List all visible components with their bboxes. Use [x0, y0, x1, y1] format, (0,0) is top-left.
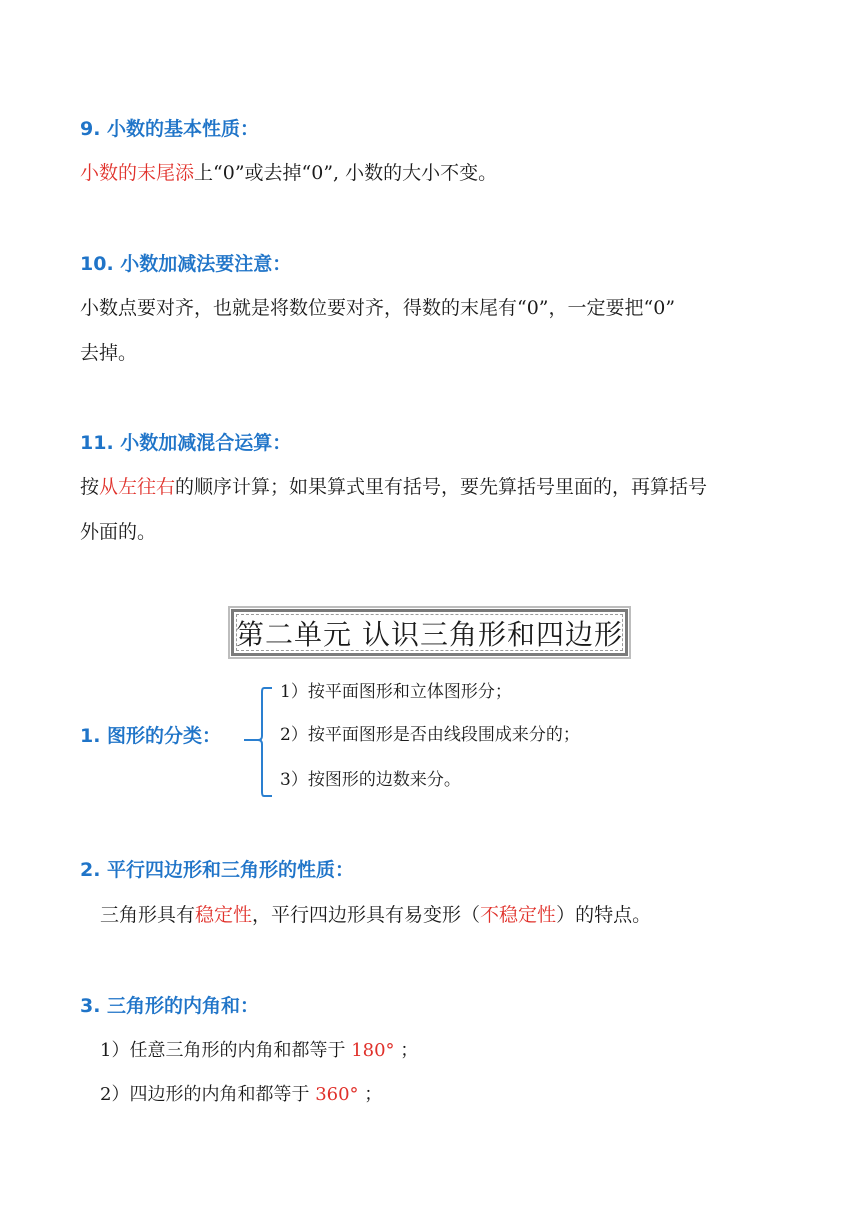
classification-item: 3）按图形的边数来分。 — [280, 770, 461, 790]
classification-item: 2）按平面图形是否由线段围成来分的； — [280, 725, 580, 745]
heading-mixed-operations: 11. 小数加减混合运算： — [80, 432, 292, 454]
highlight-text: 小数的末尾添 — [80, 162, 195, 184]
heading-decimal-basic-property: 9. 小数的基本性质： — [80, 118, 260, 140]
body-text: ； — [358, 1084, 383, 1105]
body-text: 按 — [80, 476, 100, 498]
body-text: 三角形具有 — [100, 904, 196, 926]
classification-item: 1）按平面图形和立体图形分； — [280, 682, 512, 702]
paragraph-line — [80, 475, 707, 499]
unit-title-box — [231, 609, 628, 656]
body-text: 1）任意三角形的内角和都等于 — [100, 1040, 352, 1061]
body-text: 2）四边形的内角和都等于 — [100, 1084, 316, 1105]
paragraph-line — [100, 903, 651, 927]
paragraph-line: 外面的。 — [80, 521, 157, 543]
highlight-text: 180° — [351, 1040, 395, 1061]
unit-title: 第二单元 认识三角形和四边形 — [236, 617, 623, 651]
paragraph-line — [100, 1083, 382, 1107]
highlight-text: 360° — [315, 1084, 359, 1105]
heading-shape-classification: 1. 图形的分类： — [80, 725, 222, 747]
heading-parallelogram-triangle-property: 2. 平行四边形和三角形的性质： — [80, 859, 355, 881]
body-text: 上“0”或去掉“0”, 小数的大小不变。 — [194, 162, 498, 184]
highlight-text: 稳定性 — [195, 904, 253, 926]
heading-triangle-angle-sum: 3. 三角形的内角和： — [80, 995, 260, 1017]
heading-decimal-add-subtract: 10. 小数加减法要注意： — [80, 253, 292, 275]
paragraph-decimal-basic-property — [80, 161, 497, 185]
paragraph-line: 去掉。 — [80, 342, 138, 364]
brace-icon — [244, 684, 274, 800]
body-text: ）的特点。 — [556, 904, 652, 926]
body-text: ，平行四边形具有易变形（ — [252, 904, 481, 926]
body-text: 的顺序计算；如果算式里有括号，要先算括号里面的，再算括号 — [175, 476, 708, 498]
highlight-text: 不稳定性 — [480, 904, 557, 926]
highlight-text: 从左往右 — [99, 476, 176, 498]
paragraph-line — [100, 1039, 418, 1063]
paragraph-line: 小数点要对齐，也就是将数位要对齐，得数的末尾有“0”，一定要把“0” — [80, 297, 676, 319]
body-text: ； — [394, 1040, 419, 1061]
